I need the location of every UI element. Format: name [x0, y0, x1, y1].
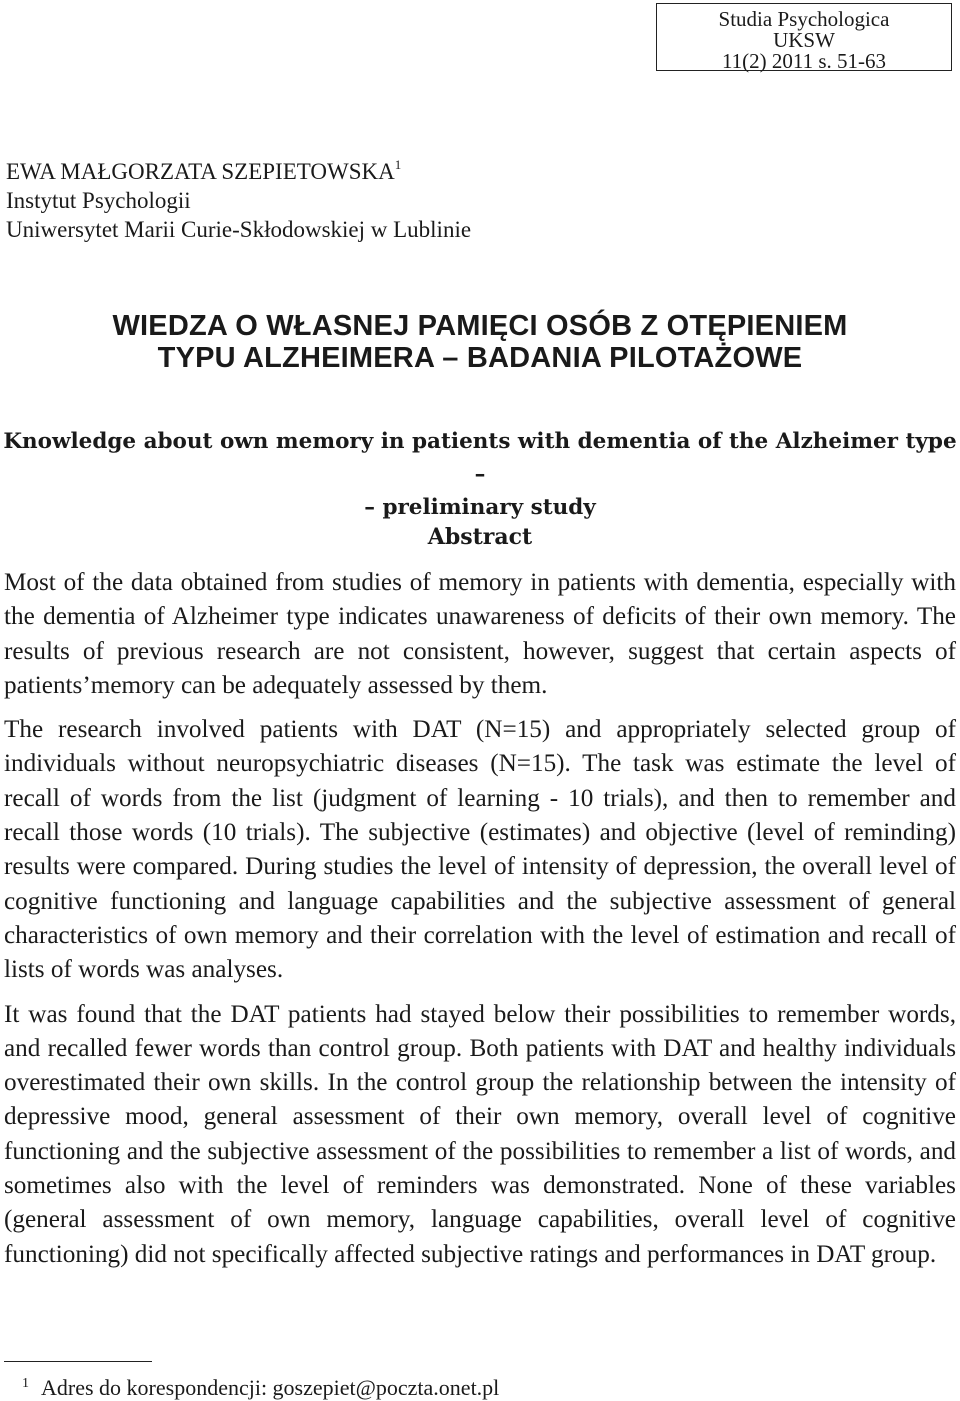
journal-name: Studia Psychologica — [718, 7, 890, 31]
title-en-line-1: Knowledge about own memory in patients with dementia of the Alzheimer type – — [3, 429, 957, 487]
abstract-paragraph-3: It was found that the DAT patients had stayed below their possibilities to remember words, and recalled fewer words than control group. Both patients with DAT and healthy individuals overestimated their own skills. In the control group the relationship between the intensity of depressive mood, general assessment of their own memory, overall level of cognitive functioning and the subjective assessment of the possibilities to remember a list of words, and sometimes also with the level of reminders was demonstrated. None of these variables (general assessment of own memory, language capabilities, overall level of cognitive functioning) did not specifically affected subjective ratings and performances in DAT group. — [4, 1000, 956, 1268]
article-title-polish — [0, 310, 960, 374]
article-title-english — [0, 425, 960, 524]
journal-volume-pages: 11(2) 2011 s. 51-63 — [721, 49, 887, 73]
abstract-heading: Abstract — [427, 524, 533, 550]
footnote-text: Adres do korespondencji: goszepiet@poczta.onet.pl — [41, 1375, 500, 1400]
abstract-paragraph-2: The research involved patients with DAT (N=15) and appropriately selected group of individuals without neuropsychiatric diseases (N=15). The task was estimate the level of recall of words from the list (judgment of learning - 10 trials), and then to remember and recall those words (10 trials). The subjective (estimates) and objective (level of reminding) results were compared. During studies the level of intensity of depression, the overall level of cognitive functioning and language capabilities and the subjective assessment of general characteristics of own memory and their correlation with the level of estimation and recall of lists of words was analyses. — [4, 716, 956, 984]
author-block — [6, 150, 471, 244]
footnote — [22, 1371, 499, 1401]
title-en-line-2: – preliminary study — [364, 495, 596, 520]
title-pl-line-1: WIEDZA O WŁASNEJ PAMIĘCI OSÓB Z OTĘPIENIEM — [112, 310, 848, 342]
journal-publisher: UKSW — [773, 28, 835, 52]
abstract-body — [4, 566, 956, 1282]
author-line — [6, 150, 471, 186]
footnote-mark: 1 — [22, 1376, 29, 1391]
author-name: EWA MAŁGORZATA SZEPIETOWSKA — [6, 159, 395, 184]
abstract-paragraph-1: Most of the data obtained from studies of memory in patients with dementia, especially with the dementia of Alzheimer type indicates unawareness of deficits of their own memory. The results of previous research are not consistent, however, suggest that certain aspects of patients’memory can be adequately assessed by them. — [4, 569, 956, 699]
journal-citation-box — [656, 3, 952, 71]
author-institute: Instytut Psychologii — [6, 188, 191, 213]
footnote-divider — [4, 1361, 152, 1362]
title-pl-line-2: TYPU ALZHEIMERA – BADANIA PILOTAŻOWE — [157, 342, 803, 374]
author-footnote-mark: 1 — [394, 157, 402, 172]
author-university: Uniwersytet Marii Curie-Skłodowskiej w Lublinie — [6, 217, 472, 242]
